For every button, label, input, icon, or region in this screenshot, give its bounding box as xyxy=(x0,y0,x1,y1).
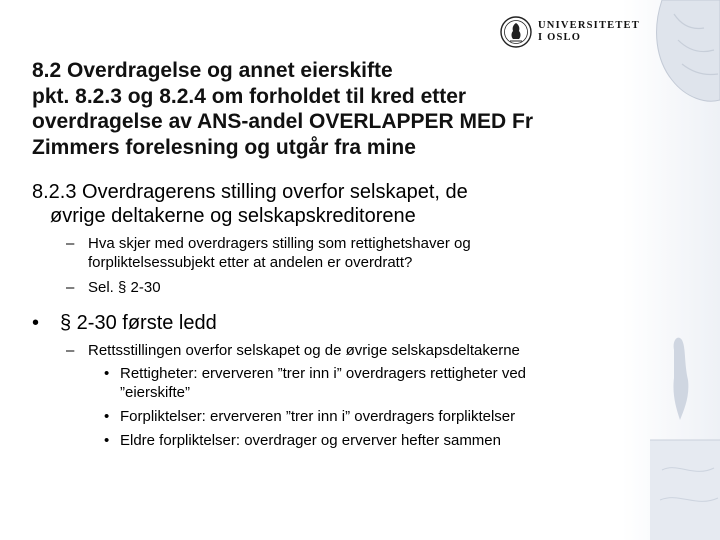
title-line-3: overdragelse av ANS-andel OVERLAPPER MED Fr xyxy=(32,110,534,133)
section-heading xyxy=(32,180,632,228)
title-line-4: Zimmers forelesning og utgår fra mine xyxy=(32,135,416,159)
sub-list-item-line-1: Forpliktelser: erververen ”trer inn i” overdragers forpliktelser xyxy=(120,408,516,425)
logo-line-2: I OSLO xyxy=(538,32,582,43)
sub-list-item-line-1: Eldre forpliktelser: overdrager og erverver hefter sammen xyxy=(120,432,501,449)
bullet-marker: • xyxy=(104,432,110,449)
bullet-marker: • xyxy=(32,312,40,334)
logo-line-1: UNIVERSITETET xyxy=(538,20,640,31)
title-line-1: 8.2 Overdragelse og annet eierskifte xyxy=(32,59,393,82)
slide-body xyxy=(32,180,632,450)
title-line-2: pkt. 8.2.3 og 8.2.4 om forholdet til kred etter xyxy=(32,84,467,108)
section-heading-line-1: 8.2.3 Overdragerens stilling overfor selskapet, de xyxy=(32,181,468,203)
seal-icon xyxy=(500,14,532,50)
list-item-line-2: forpliktelsessubjekt etter at andelen er overdratt? xyxy=(88,254,413,271)
sub-list-item-line-2: ”eierskifte” xyxy=(120,384,191,401)
dash-marker: – xyxy=(66,235,75,252)
section-heading-line-2: øvrige deltakerne og selskapskreditorene xyxy=(50,205,416,227)
sub-list-item-line-1: Rettigheter: erververen ”trer inn i” overdragers rettigheter ved xyxy=(120,365,527,382)
list-item-line-1: Sel. § 2-30 xyxy=(88,279,161,296)
bullet-text: § 2-30 første ledd xyxy=(60,312,217,334)
sub-list-item xyxy=(32,431,632,450)
list-item xyxy=(32,341,632,360)
decorative-statue-strip xyxy=(622,0,720,540)
university-logo xyxy=(500,14,640,50)
list-item xyxy=(32,278,632,297)
bullet-item xyxy=(32,311,632,335)
list-item xyxy=(32,234,632,272)
bullet-marker: • xyxy=(104,365,110,382)
list-item-text: Rettsstillingen overfor selskapet og de øvrige selskapsdeltakerne xyxy=(88,342,520,359)
list-item-line-1: Hva skjer med overdragers stilling som rettighetshaver og xyxy=(88,235,471,252)
bullet-marker: • xyxy=(104,408,110,425)
sub-list-item xyxy=(32,407,632,426)
slide-title xyxy=(32,58,622,160)
dash-marker: – xyxy=(66,279,75,296)
sub-list-item xyxy=(32,364,632,402)
dash-marker: – xyxy=(66,342,75,359)
